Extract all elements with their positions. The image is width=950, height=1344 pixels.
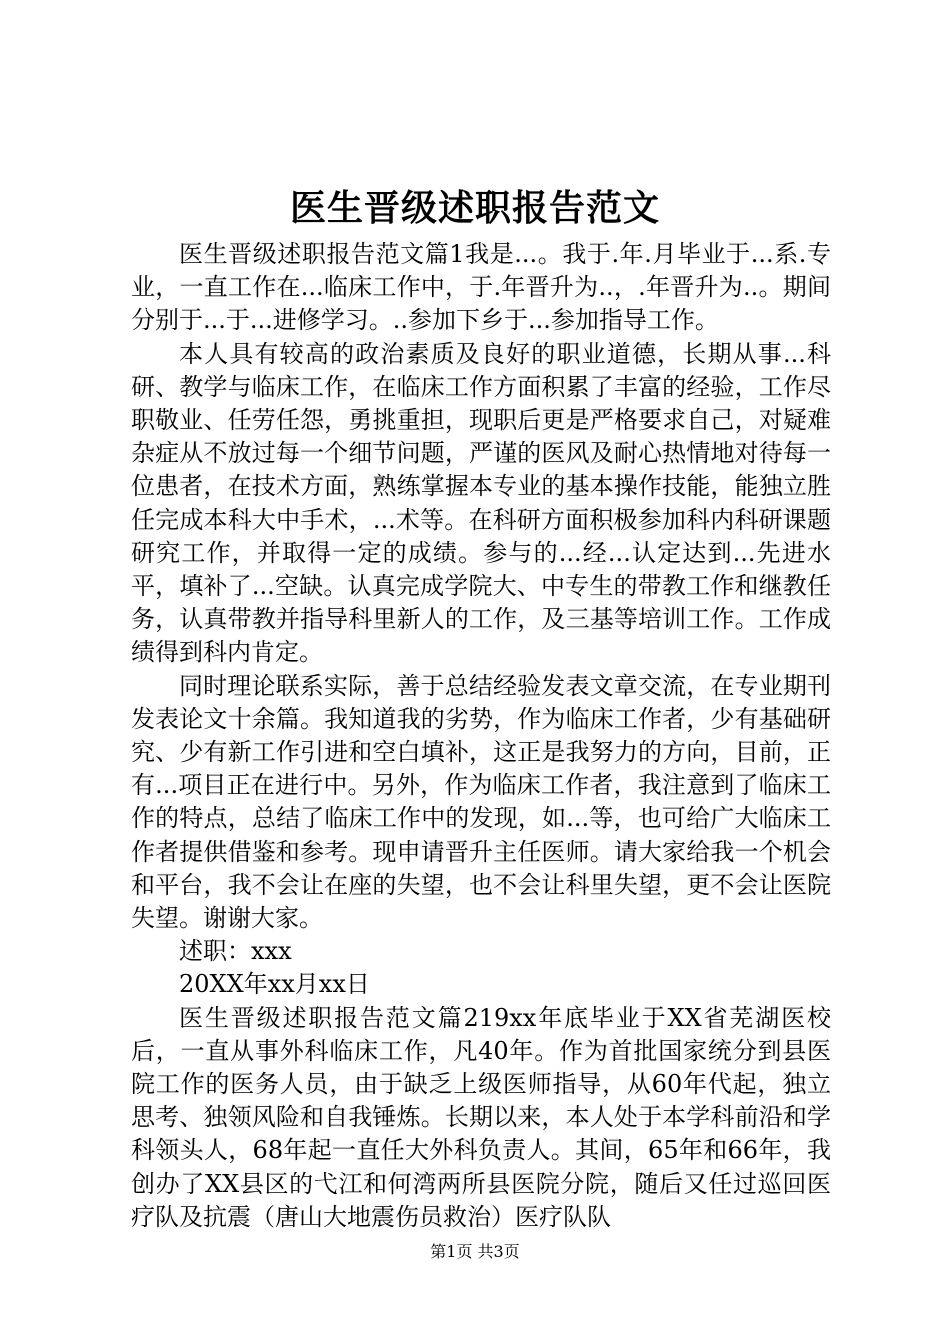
paragraph-3: 同时理论联系实际，善于总结经验发表文章交流，在专业期刊发表论文十余篇。我知道我的劣势，作为临床工作者，少有基础研究、少有新工作引进和空白填补，这正是我努力的方向，目前，正有...项目正在进行中。另外，作为临床工作者，我注意到了临床工作的特点，总结了临床工作中的发现，如...等，也可给广大临床工作者提供借鉴和参考。现申请晋升主任医师。请大家给我一个机会和平台，我不会让在座的失望，也不会让科里失望，更不会让医院失望。谢谢大家。 <box>131 671 831 933</box>
paragraph-2: 本人具有较高的政治素质及良好的职业道德，长期从事...科研、教学与临床工作，在临床工作方面积累了丰富的经验，工作尽职敬业、任劳任怨，勇挑重担，现职后更是严格要求自己，对疑难杂症从不放过每一个细节问题，严谨的医风及耐心热情地对待每一位患者，在技术方面，熟练掌握本专业的基本操作技能，能独立胜任完成本科大中手术，...术等。在科研方面积极参加科内科研课题研究工作，并取得一定的成绩。参与的...经...认定达到...先进水平，填补了...空缺。认真完成学院大、中专生的带教工作和继教任务，认真带教并指导科里新人的工作，及三基等培训工作。工作成绩得到科内肯定。 <box>131 339 831 667</box>
paragraph-4: 医生晋级述职报告范文篇219xx年底毕业于XX省芜湖医校后，一直从事外科临床工作，凡40年。作为首批国家统分到县医院工作的医务人员，由于缺乏上级医师指导，从60年代起，独立思考、独领风险和自我锤炼。长期以来，本人处于本学科前沿和学科领头人，68年起一直任大外科负责人。其间，65年和66年，我创办了XX县区的弋江和何湾两所县医院分院，随后又任过巡回医疗队及抗震（唐山大地震伤员救治）医疗队队 <box>131 1003 831 1231</box>
signature-line: 述职：xxx <box>179 937 292 966</box>
date-line: 20XX年xx月xx日 <box>179 970 370 999</box>
page-footer: 第1页 共3页 <box>430 1242 520 1261</box>
paragraph-1: 医生晋级述职报告范文篇1我是...。我于.年.月毕业于...系.专业，一直工作在...临床工作中，于.年晋升为..，.年晋升为..。期间分别于...于...进修学习。..参加下乡于...参加指导工作。 <box>131 240 831 335</box>
document-body <box>131 238 831 1234</box>
document-title: 医生晋级述职报告范文 <box>289 187 660 229</box>
